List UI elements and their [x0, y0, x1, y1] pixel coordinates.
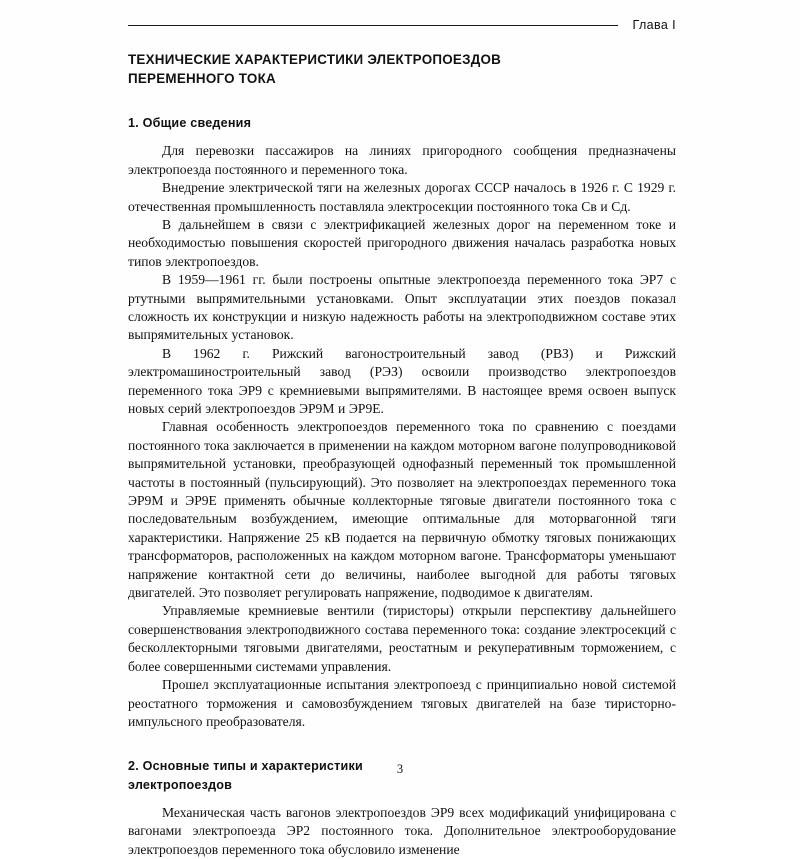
page-number: 3	[396, 762, 404, 776]
section-heading-2-line-1: 2. Основные типы и характеристики	[128, 759, 363, 774]
paragraph: В 1962 г. Рижский вагоностроительный завод (РВЗ) и Рижский электромашиностроительный завод (РЭЗ) освоили производство электропоездов переменного тока ЭР9 с кремниевыми выпрямителями. В настоящее время освоен выпуск новых серий электропоездов ЭР9М и ЭР9Е.	[128, 345, 676, 416]
page-content	[128, 18, 676, 859]
section-heading-1: 1. Общие сведения	[128, 116, 252, 131]
paragraph: Внедрение электрической тяги на железных дорогах СССР началось в 1926 г. С 1929 г. отечественная промышленность поставляла электросекции постоянного тока Св и Сд.	[128, 180, 676, 214]
section-heading-2-line-2: электропоездов	[128, 777, 233, 792]
page-title-line-2: ПЕРЕМЕННОГО ТОКА	[128, 71, 276, 87]
page-title-line-1: ТЕХНИЧЕСКИЕ ХАРАКТЕРИСТИКИ ЭЛЕКТРОПОЕЗДОВ	[128, 52, 502, 67]
header-rule	[128, 25, 618, 26]
page-title	[128, 50, 676, 88]
paragraph: В 1959—1961 гг. были построены опытные электропоезда переменного тока ЭР7 с ртутными выпрямительными установками. Опыт эксплуатации этих поездов показал сложность их конструкции и низкую надежность работы на электроподвижном составе этих выпрямительных установок.	[128, 272, 676, 343]
paragraph: Механическая часть вагонов электропоездов ЭР9 всех модификаций унифицирована с вагонами электропоезда ЭР2 постоянного тока. Дополнительное электрооборудование электропоездов переменного тока обусловило изменение	[128, 804, 676, 857]
paragraph: Прошел эксплуатационные испытания электропоезд с принципиально новой системой реостатного торможения и самовозбуждением тяговых двигателей на базе тиристорно-импульсного преобразователя.	[128, 677, 676, 729]
paragraph: Главная особенность электропоездов переменного тока по сравнению с поездами постоянного тока заключается в применении на каждом моторном вагоне полупроводниковой выпрямительной установки, преобразующей однофазный переменный ток промышленной частоты в постоянный (пульсирующий). Это позволяет на электропоездах переменного тока ЭР9М и ЭР9Е применять обычные коллекторные тяговые двигатели постоянного тока с последовательным возбуждением, имеющие оптимальные для моторвагонной тяги характеристики. Напряжение 25 кВ подается на первичную обмотку тяговых понижающих трансформаторов, расположенных на каждом моторном вагоне. Трансформаторы уменьшают напряжение контактной сети до величины, наиболее выгодной для работы тяговых двигателей. Это позволяет регулировать напряжение, подводимое к двигателям.	[128, 419, 676, 601]
chapter-label: Глава I	[632, 18, 676, 32]
paragraph: Для перевозки пассажиров на линиях пригородного сообщения предназначены электропоезда постоянного и переменного тока.	[128, 143, 676, 177]
paragraph: В дальнейшем в связи с электрификацией железных дорог на переменном токе и необходимостью повышения скоростей пригородного движения началась разработка новых типов электропоездов.	[128, 216, 676, 269]
paragraph: Управляемые кремниевые вентили (тиристоры) открыли перспективу дальнейшего совершенствования электроподвижного состава переменного тока: создание электросекций с бесколлекторными тяговыми двигателями, реостатным и рекуперативным торможением, с более совершенными системами управления.	[128, 603, 676, 674]
chapter-header	[128, 18, 676, 32]
